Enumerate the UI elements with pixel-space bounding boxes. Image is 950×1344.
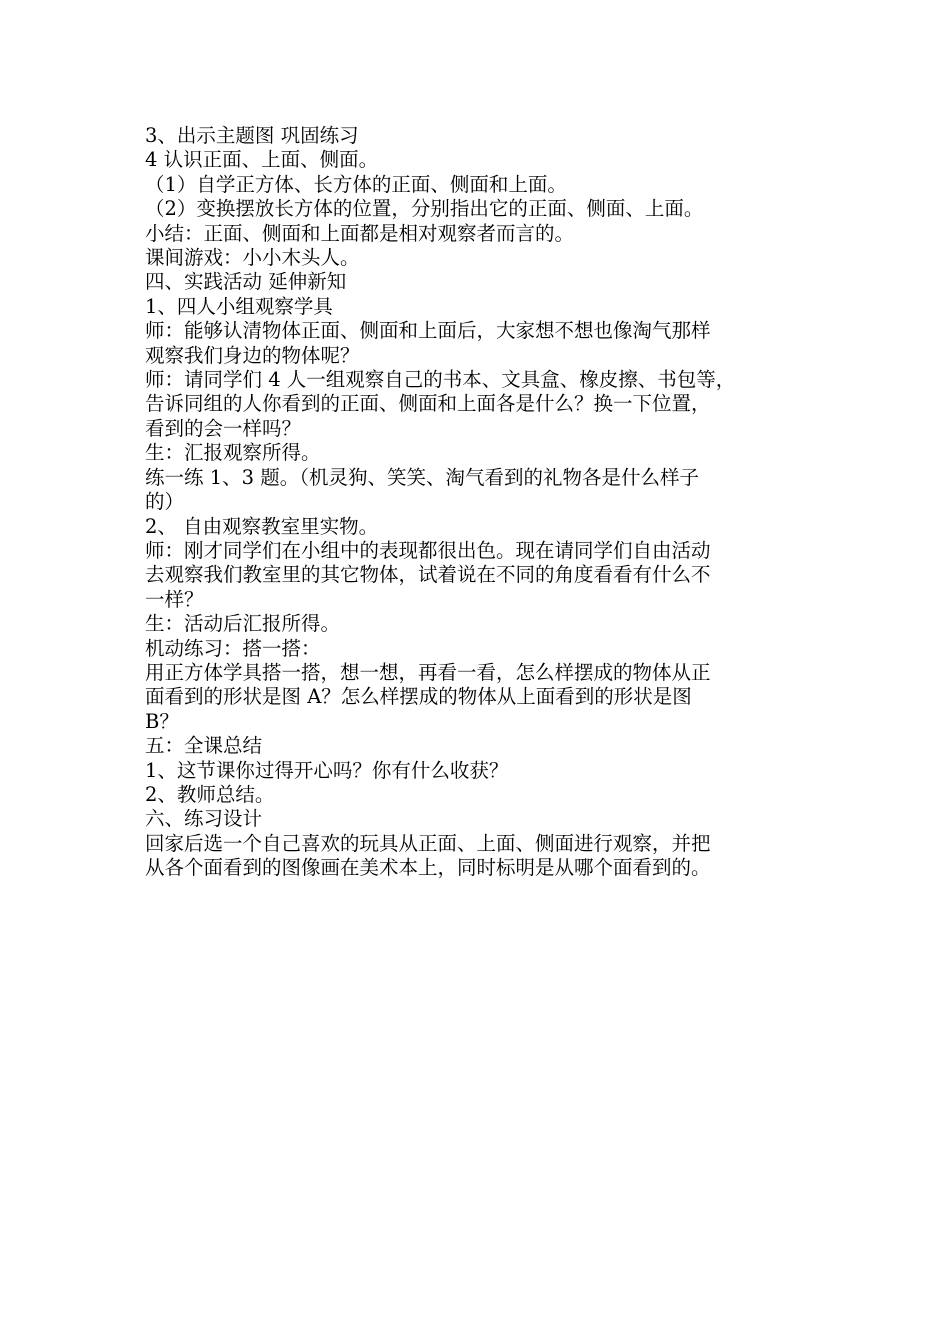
text-line: 去观察我们教室里的其它物体，试着说在不同的角度看看有什么不 xyxy=(145,563,711,587)
text-line: 小结：正面、侧面和上面都是相对观察者而言的。 xyxy=(145,221,575,245)
text-line: 观察我们身边的物体呢？ xyxy=(145,343,360,367)
section-heading: 3、出示主题图 巩固练习 xyxy=(145,124,359,147)
text-line: 师：刚才同学们在小组中的表现都很出色。现在请同学们自由活动 xyxy=(145,538,711,562)
text-line: （2）变换摆放长方体的位置，分别指出它的正面、侧面、上面。 xyxy=(145,197,704,221)
text-line: 生：活动后汇报所得。 xyxy=(145,612,341,636)
section-heading: 四、实践活动 延伸新知 xyxy=(145,270,347,294)
text-line: 2、教师总结。 xyxy=(145,782,275,806)
text-line: 回家后选一个自己喜欢的玩具从正面、上面、侧面进行观察，并把 xyxy=(145,831,711,855)
text-line: 1、这节课你过得开心吗？你有什么收获？ xyxy=(145,758,509,782)
text-line: 的） xyxy=(145,490,185,514)
text-line: 师：能够认清物体正面、侧面和上面后，大家想不想也像淘气那样 xyxy=(145,319,711,343)
text-line: 练一练 1、3 题。（机灵狗、笑笑、淘气看到的礼物各是什么样子 xyxy=(145,465,699,489)
text-line: 课间游戏：小小木头人。 xyxy=(145,246,360,270)
text-line: 2、 自由观察教室里实物。 xyxy=(145,514,379,538)
section-heading: 六、练习设计 xyxy=(145,807,263,831)
text-line: 用正方体学具搭一搭，想一想，再看一看，怎么样摆成的物体从正 xyxy=(145,660,711,684)
text-line: 机动练习：搭一搭： xyxy=(145,636,321,660)
text-line: 面看到的形状是图 A？怎么样摆成的物体从上面看到的形状是图 xyxy=(145,685,692,709)
text-line: 看到的会一样吗？ xyxy=(145,416,302,440)
text-line: 生：汇报观察所得。 xyxy=(145,441,321,465)
text-line: B？ xyxy=(145,709,179,733)
text-line: （1）自学正方体、长方体的正面、侧面和上面。 xyxy=(145,172,567,196)
text-line: 4 认识正面、上面、侧面。 xyxy=(145,148,379,172)
text-line: 1、四人小组观察学具 xyxy=(145,294,333,318)
text-line: 一样？ xyxy=(145,587,204,611)
text-line: 师：请同学们 4 人一组观察自己的书本、文具盒、橡皮擦、书包等， xyxy=(145,368,736,392)
text-line: 告诉同组的人你看到的正面、侧面和上面各是什么？换一下位置， xyxy=(145,392,711,416)
text-line: 从各个面看到的图像画在美术本上，同时标明是从哪个面看到的。 xyxy=(145,856,711,880)
section-heading: 五：全课总结 xyxy=(145,734,263,758)
document-body xyxy=(145,124,815,881)
